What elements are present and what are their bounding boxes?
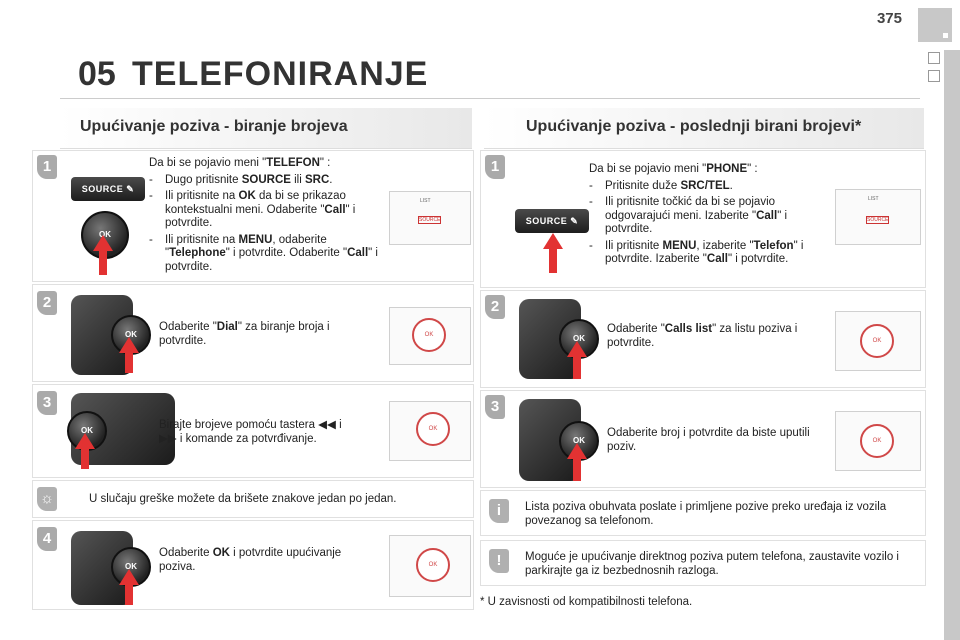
divider <box>60 98 920 99</box>
step-text: Birajte brojeve pomoću tastera ◀◀ i ▶▶ i komande za potvrđivanje. <box>159 419 342 445</box>
source-button: SOURCE ✎ <box>515 209 589 233</box>
info-text: Moguće je upućivanje direktnog poziva putem telefona, zaustavite vozilo i parkirajte ga iz bezbednosnih razloga. <box>525 551 899 577</box>
up-arrow-icon <box>567 443 587 459</box>
step-box <box>32 150 474 282</box>
footnote: * U zavisnosti od kompatibilnosti telefona. <box>480 596 693 608</box>
control-panel-illustration <box>835 311 921 371</box>
up-arrow-icon <box>567 341 587 357</box>
panel-label: LIST <box>420 198 431 204</box>
step-text: Odaberite "Dial" za biranje broja i potvrdite. <box>159 321 330 347</box>
panel-label: SOURCE <box>867 217 889 223</box>
step-badge: 2 <box>37 291 57 315</box>
step-box <box>480 390 926 488</box>
step-badge: 3 <box>485 395 505 419</box>
side-bar <box>944 50 960 640</box>
panel-label: SOURCE <box>419 217 441 223</box>
control-panel-illustration <box>389 535 471 597</box>
arrow-stem <box>573 357 581 379</box>
step-text: Odaberite "Calls list" za listu poziva i potvrdite. <box>607 323 798 349</box>
control-panel-illustration <box>835 189 921 245</box>
step-box <box>32 284 474 382</box>
arrow-stem <box>81 449 89 469</box>
up-arrow-icon <box>119 337 139 353</box>
step-box <box>32 384 474 478</box>
section-title: Upućivanje poziva - poslednji birani brojevi* <box>526 118 862 135</box>
step-badge: 1 <box>485 155 505 179</box>
up-arrow-icon <box>75 433 95 449</box>
rewind-icon: ◀◀ <box>318 419 336 431</box>
page-number: 375 <box>876 10 902 27</box>
up-arrow-icon <box>119 569 139 585</box>
arrow-stem <box>549 249 557 273</box>
step-box <box>32 520 474 610</box>
panel-ok: OK <box>416 412 450 446</box>
control-panel-illustration <box>389 191 471 245</box>
panel-ok: OK <box>860 424 894 458</box>
ok-knob: OK <box>81 211 129 259</box>
step-badge: 1 <box>37 155 57 179</box>
panel-ok: OK <box>416 548 450 582</box>
step-text: Da bi se pojavio meni "TELEFON" : - Dugo pritisnite SOURCE ili SRC. - Ili pritisnite na OK da bi se prikazao kontekstualni meni. Odaberite "Call" i potvrdite. - Ili pritisnite na MENU, odaberite "Telephone" i potvrdite. Odaberite "Call" i potvrdite. <box>149 157 378 273</box>
up-arrow-icon <box>93 235 113 251</box>
corner-marker <box>918 8 952 42</box>
info-box <box>480 490 926 536</box>
arrow-stem <box>573 459 581 481</box>
tip-box <box>32 480 474 518</box>
ok-knob: OK <box>559 319 599 359</box>
tab-marker <box>928 52 940 64</box>
chapter-number: 05 <box>78 55 116 93</box>
sun-tip-icon: ☼ <box>37 487 57 511</box>
warning-icon: ! <box>489 549 509 573</box>
ok-knob: OK <box>111 315 151 355</box>
panel-ok: OK <box>860 324 894 358</box>
step-text: Odaberite broj i potvrdite da biste uputili poziv. <box>607 427 810 453</box>
tab-marker <box>928 70 940 82</box>
panel-label: LIST <box>868 196 879 202</box>
step-badge: 2 <box>485 295 505 319</box>
arrow-stem <box>99 251 107 275</box>
step-box <box>480 150 926 288</box>
control-panel-illustration <box>835 411 921 471</box>
step-box <box>480 290 926 388</box>
ok-knob: OK <box>67 411 107 451</box>
step-badge: 3 <box>37 391 57 415</box>
arrow-stem <box>125 585 133 605</box>
arrow-stem <box>125 353 133 373</box>
ok-knob: OK <box>111 547 151 587</box>
control-panel-illustration <box>389 307 471 365</box>
info-box <box>480 540 926 586</box>
source-button: SOURCE ✎ <box>71 177 145 201</box>
forward-icon: ▶▶ <box>159 432 177 445</box>
step-badge: 4 <box>37 527 57 551</box>
ok-knob: OK <box>559 421 599 461</box>
section-title: Upućivanje poziva - biranje brojeva <box>80 118 348 135</box>
step-text: Da bi se pojavio meni "PHONE" : - Pritisnite duže SRC/TEL. - Ili pritisnite točkić da bi se pojavio odgovarajući meni. Izaberite "Call" i potvrdite. - Ili pritisnite MENU, izaberite "Telefon" i potvrdite. Izaberite "Call" i potvrdite. <box>589 163 804 265</box>
up-arrow-icon <box>543 233 563 249</box>
info-icon: i <box>489 499 509 523</box>
info-text: Lista poziva obuhvata poslate i primljene pozive preko uređaja iz vozila povezanog sa telefonom. <box>525 501 887 527</box>
panel-ok: OK <box>412 318 446 352</box>
tip-text: U slučaju greške možete da brišete znakove jedan po jedan. <box>89 493 397 505</box>
chapter-title: TELEFONIRANJE <box>132 55 429 93</box>
control-panel-illustration <box>389 401 471 461</box>
step-text: Odaberite OK i potvrdite upućivanje poziva. <box>159 547 342 573</box>
